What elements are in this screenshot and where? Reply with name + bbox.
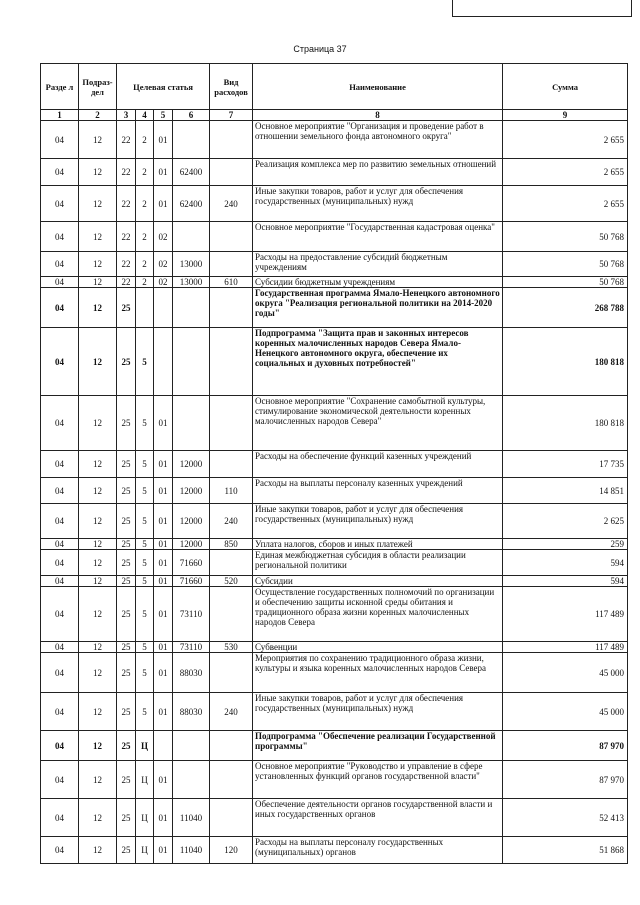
cell-name: Реализация комплекса мер по развитию земельных отношений [253,159,503,186]
cell-code-3: 01 [154,576,173,587]
cell-vid [210,731,253,761]
cell-code-3 [154,288,173,328]
cell-code-2: 2 [136,277,154,288]
cell-name: Единая межбюджетная субсидия в области реализации региональной политики [253,550,503,576]
cell-code-4: 12000 [173,478,210,504]
cell-razdel: 04 [41,550,79,576]
cell-code-4: 62400 [173,159,210,186]
cell-podrazdel: 12 [79,539,117,550]
cell-vid: 110 [210,478,253,504]
cell-code-2: 5 [136,576,154,587]
cell-code-3: 01 [154,587,173,642]
cell-code-4: 73110 [173,642,210,653]
cell-name: Подпрограмма "Обеспечение реализации Государственной программы" [253,731,503,761]
cell-code-2: 5 [136,642,154,653]
cell-code-3: 01 [154,693,173,731]
cell-code-4: 11040 [173,799,210,837]
cell-code-2: 5 [136,478,154,504]
cell-sum: 117 489 [503,587,628,642]
table-row [41,328,628,396]
cell-code-1: 25 [117,576,136,587]
cell-vid: 240 [210,693,253,731]
col-number: 8 [253,110,503,121]
cell-podrazdel: 12 [79,550,117,576]
cell-code-1: 25 [117,451,136,478]
cell-code-1: 25 [117,288,136,328]
cell-code-1: 25 [117,587,136,642]
cell-code-3: 01 [154,653,173,693]
col-number: 1 [41,110,79,121]
col-number: 5 [154,110,173,121]
cell-code-3: 01 [154,761,173,799]
cell-podrazdel: 12 [79,587,117,642]
cell-podrazdel: 12 [79,451,117,478]
cell-code-4 [173,222,210,252]
cell-razdel: 04 [41,186,79,222]
table-row [41,693,628,731]
cell-code-4: 73110 [173,587,210,642]
cell-vid: 530 [210,642,253,653]
cell-code-1: 25 [117,550,136,576]
cell-code-4 [173,396,210,451]
cell-code-2: 5 [136,328,154,396]
cell-razdel: 04 [41,222,79,252]
cell-sum: 2 655 [503,121,628,159]
budget-table [40,63,628,864]
cell-razdel: 04 [41,277,79,288]
cell-sum: 45 000 [503,653,628,693]
cell-code-1: 22 [117,252,136,277]
cell-name: Субсидии [253,576,503,587]
corner-box [452,0,632,17]
cell-code-3: 01 [154,159,173,186]
cell-code-2: Ц [136,799,154,837]
cell-razdel: 04 [41,576,79,587]
cell-code-4 [173,761,210,799]
cell-code-4: 12000 [173,539,210,550]
cell-razdel: 04 [41,761,79,799]
cell-code-3: 01 [154,550,173,576]
table-row [41,277,628,288]
cell-name: Основное мероприятие "Руководство и управление в сфере установленных функций органов государственной власти" [253,761,503,799]
cell-razdel: 04 [41,837,79,864]
col-number: 2 [79,110,117,121]
cell-code-3: 01 [154,121,173,159]
header-summa: Сумма [503,64,628,110]
cell-code-2: 2 [136,121,154,159]
cell-vid [210,328,253,396]
cell-name: Подпрограмма "Защита прав и законных интересов коренных малочисленных народов Севера Ямало-Ненецкого автономного округа, обеспечение их социальных и духовных потребностей" [253,328,503,396]
cell-code-3: 01 [154,396,173,451]
header-podrazdel: Подраз- дел [79,64,117,110]
table-row [41,539,628,550]
cell-sum: 2 625 [503,504,628,539]
cell-vid: 240 [210,504,253,539]
column-number-row [41,110,628,121]
cell-vid [210,121,253,159]
cell-code-1: 22 [117,186,136,222]
cell-name: Основное мероприятие "Государственная кадастровая оценка" [253,222,503,252]
cell-razdel: 04 [41,731,79,761]
cell-podrazdel: 12 [79,693,117,731]
cell-name: Осуществление государственных полномочий по организации и обеспечению защиты исконной среды обитания и традиционного образа жизни коренных малочисленных народов Севера [253,587,503,642]
cell-vid [210,222,253,252]
cell-name: Мероприятия по сохранению традиционного образа жизни, культуры и языка коренных малочисленных народов Севера [253,653,503,693]
cell-code-4: 13000 [173,277,210,288]
table-row [41,731,628,761]
table-row [41,504,628,539]
cell-sum: 117 489 [503,642,628,653]
table-row [41,587,628,642]
cell-vid [210,799,253,837]
cell-code-2: 5 [136,587,154,642]
cell-code-2: 5 [136,693,154,731]
cell-code-3: 01 [154,799,173,837]
cell-sum: 2 655 [503,186,628,222]
cell-sum: 180 818 [503,328,628,396]
cell-code-1: 25 [117,799,136,837]
table-row [41,288,628,328]
table-row [41,653,628,693]
cell-code-4 [173,328,210,396]
cell-sum: 87 970 [503,731,628,761]
table-row [41,252,628,277]
header-razdel: Разде л [41,64,79,110]
cell-code-3: 01 [154,504,173,539]
cell-razdel: 04 [41,451,79,478]
cell-podrazdel: 12 [79,186,117,222]
cell-sum: 180 818 [503,396,628,451]
table-row [41,222,628,252]
cell-code-1: 25 [117,478,136,504]
cell-code-3 [154,328,173,396]
cell-razdel: 04 [41,504,79,539]
cell-vid [210,451,253,478]
cell-code-1: 22 [117,121,136,159]
cell-razdel: 04 [41,328,79,396]
cell-code-3: 01 [154,478,173,504]
cell-sum: 52 413 [503,799,628,837]
cell-razdel: 04 [41,159,79,186]
cell-code-3: 01 [154,539,173,550]
header-celevaya: Целевая статья [117,64,210,110]
cell-podrazdel: 12 [79,121,117,159]
cell-name: Основное мероприятие "Сохранение самобытной культуры, стимулирование экономической деятельности коренных малочисленных народов Севера" [253,396,503,451]
cell-vid [210,396,253,451]
cell-razdel: 04 [41,587,79,642]
cell-name: Основное мероприятие "Организация и проведение работ в отношении земельного фонда автономного округа" [253,121,503,159]
table-row [41,550,628,576]
table-row [41,478,628,504]
cell-code-4: 88030 [173,653,210,693]
cell-razdel: 04 [41,252,79,277]
cell-code-3: 01 [154,837,173,864]
cell-vid [210,761,253,799]
cell-razdel: 04 [41,288,79,328]
cell-code-1: 25 [117,504,136,539]
cell-name: Иные закупки товаров, работ и услуг для обеспечения государственных (муниципальных) нужд [253,186,503,222]
cell-code-3: 02 [154,277,173,288]
cell-name: Субвенции [253,642,503,653]
cell-code-4: 88030 [173,693,210,731]
cell-code-3: 02 [154,222,173,252]
cell-code-4 [173,288,210,328]
cell-code-4: 11040 [173,837,210,864]
cell-vid [210,653,253,693]
cell-podrazdel: 12 [79,396,117,451]
cell-sum: 50 768 [503,222,628,252]
cell-podrazdel: 12 [79,288,117,328]
cell-code-4: 71660 [173,576,210,587]
cell-name: Иные закупки товаров, работ и услуг для обеспечения государственных (муниципальных) нужд [253,504,503,539]
cell-vid [210,550,253,576]
cell-code-3: 02 [154,252,173,277]
cell-name: Расходы на обеспечение функций казенных учреждений [253,451,503,478]
cell-razdel: 04 [41,478,79,504]
cell-code-4: 12000 [173,451,210,478]
cell-sum: 268 788 [503,288,628,328]
cell-code-2: 2 [136,159,154,186]
cell-code-4: 62400 [173,186,210,222]
cell-code-1: 25 [117,837,136,864]
cell-podrazdel: 12 [79,761,117,799]
cell-code-1: 22 [117,277,136,288]
cell-code-1: 25 [117,396,136,451]
cell-code-3: 01 [154,642,173,653]
cell-code-1: 25 [117,653,136,693]
cell-vid [210,252,253,277]
cell-code-4: 12000 [173,504,210,539]
cell-code-1: 25 [117,539,136,550]
cell-code-4 [173,121,210,159]
cell-podrazdel: 12 [79,478,117,504]
table-row [41,642,628,653]
cell-code-1: 25 [117,731,136,761]
cell-podrazdel: 12 [79,653,117,693]
table-row [41,396,628,451]
cell-vid: 610 [210,277,253,288]
cell-sum: 50 768 [503,277,628,288]
cell-vid: 520 [210,576,253,587]
cell-name: Расходы на предоставление субсидий бюджетным учреждениям [253,252,503,277]
cell-podrazdel: 12 [79,504,117,539]
header-vid: Вид расходов [210,64,253,110]
cell-sum: 50 768 [503,252,628,277]
cell-name: Государственная программа Ямало-Ненецкого автономного округа "Реализация региональной политики на 2014-2020 годы" [253,288,503,328]
cell-razdel: 04 [41,799,79,837]
cell-name: Субсидии бюджетным учреждениям [253,277,503,288]
col-number: 4 [136,110,154,121]
cell-sum: 17 735 [503,451,628,478]
cell-code-1: 22 [117,222,136,252]
cell-sum: 45 000 [503,693,628,731]
cell-podrazdel: 12 [79,252,117,277]
page-label: Страница 37 [293,44,347,54]
cell-name: Иные закупки товаров, работ и услуг для обеспечения государственных (муниципальных) нужд [253,693,503,731]
cell-code-1: 25 [117,642,136,653]
col-number: 9 [503,110,628,121]
cell-razdel: 04 [41,653,79,693]
cell-sum: 87 970 [503,761,628,799]
table-row [41,451,628,478]
cell-razdel: 04 [41,642,79,653]
cell-name: Обеспечение деятельности органов государственной власти и иных государственных органов [253,799,503,837]
cell-podrazdel: 12 [79,277,117,288]
cell-vid: 240 [210,186,253,222]
cell-name: Расходы на выплаты персоналу казенных учреждений [253,478,503,504]
cell-code-3: 01 [154,186,173,222]
cell-code-2: 5 [136,539,154,550]
table-row [41,837,628,864]
cell-sum: 594 [503,576,628,587]
cell-sum: 594 [503,550,628,576]
cell-code-4: 71660 [173,550,210,576]
cell-podrazdel: 12 [79,159,117,186]
cell-code-2: 5 [136,653,154,693]
cell-code-2: 2 [136,222,154,252]
col-number: 6 [173,110,210,121]
cell-sum: 259 [503,539,628,550]
cell-name: Расходы на выплаты персоналу государственных (муниципальных) органов [253,837,503,864]
table-row [41,761,628,799]
header-row [41,64,628,110]
cell-code-1: 25 [117,761,136,799]
col-number: 7 [210,110,253,121]
cell-code-2: Ц [136,837,154,864]
cell-vid [210,288,253,328]
cell-sum: 2 655 [503,159,628,186]
cell-code-2: Ц [136,761,154,799]
cell-podrazdel: 12 [79,222,117,252]
cell-vid: 120 [210,837,253,864]
cell-code-4 [173,731,210,761]
cell-code-2: 5 [136,396,154,451]
cell-sum: 14 851 [503,478,628,504]
cell-code-2: 5 [136,451,154,478]
table-row [41,121,628,159]
table-row [41,576,628,587]
cell-vid [210,159,253,186]
cell-podrazdel: 12 [79,642,117,653]
cell-podrazdel: 12 [79,799,117,837]
cell-code-1: 25 [117,328,136,396]
cell-code-2: Ц [136,731,154,761]
table-row [41,799,628,837]
cell-razdel: 04 [41,121,79,159]
cell-vid: 850 [210,539,253,550]
cell-name: Уплата налогов, сборов и иных платежей [253,539,503,550]
header-naim: Наименование [253,64,503,110]
cell-code-2 [136,288,154,328]
cell-code-2: 5 [136,504,154,539]
cell-code-3 [154,731,173,761]
cell-code-2: 5 [136,550,154,576]
cell-code-1: 25 [117,693,136,731]
cell-vid [210,587,253,642]
table-row [41,159,628,186]
table-row [41,186,628,222]
cell-code-2: 2 [136,186,154,222]
col-number: 3 [117,110,136,121]
cell-podrazdel: 12 [79,328,117,396]
cell-sum: 51 868 [503,837,628,864]
cell-code-1: 22 [117,159,136,186]
cell-razdel: 04 [41,396,79,451]
cell-code-3: 01 [154,451,173,478]
cell-code-2: 2 [136,252,154,277]
cell-podrazdel: 12 [79,731,117,761]
cell-podrazdel: 12 [79,837,117,864]
cell-podrazdel: 12 [79,576,117,587]
cell-razdel: 04 [41,539,79,550]
cell-razdel: 04 [41,693,79,731]
cell-code-4: 13000 [173,252,210,277]
